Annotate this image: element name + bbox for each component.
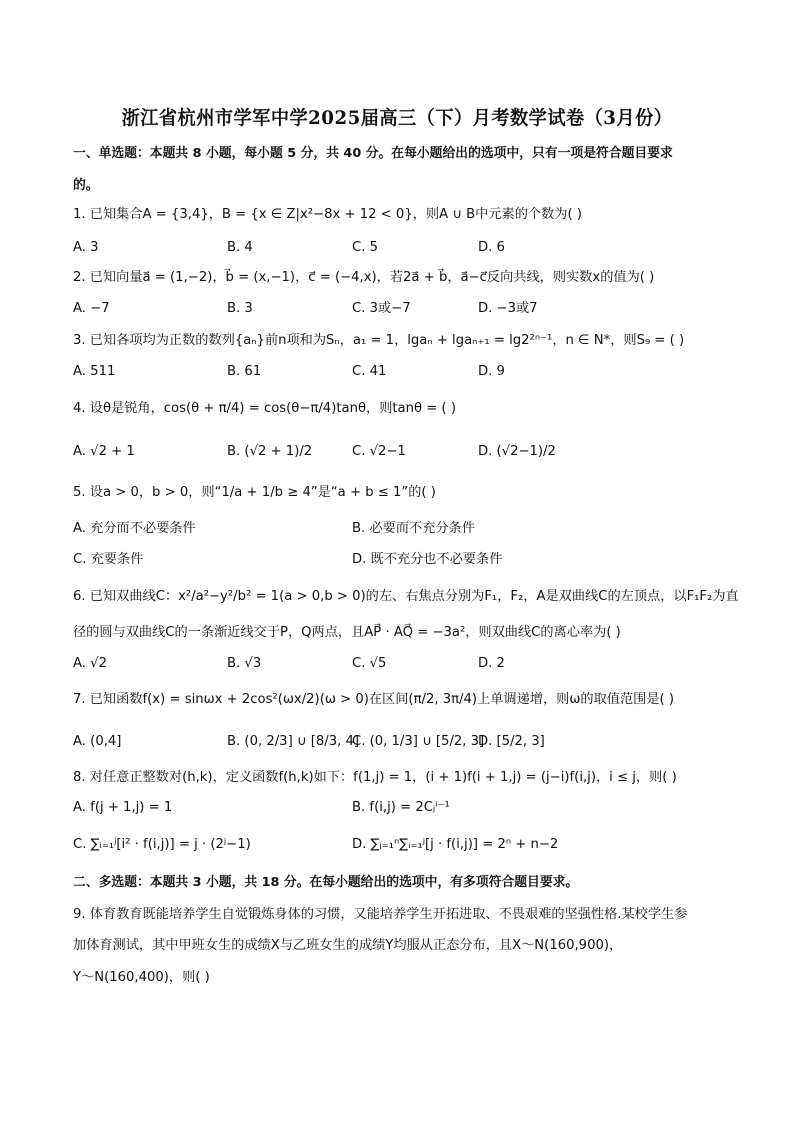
q7-option-a: A. (0,4] [73,734,122,749]
q2-option-b: B. 3 [227,301,253,316]
section1-heading-cont: 的。 [73,178,99,193]
q7-option-d: D. [5/2, 3] [478,734,545,749]
q4-option-c: C. √2−1 [352,444,406,459]
q7-option-c: C. (0, 1/3] ∪ [5/2, 3] [352,734,485,749]
q3-option-a: A. 511 [73,364,116,379]
q3-stem: 3. 已知各项均为正数的数列{aₙ}前n项和为Sₙ，a₁ = 1，lgaₙ + lgaₙ₊₁ = lg2²ⁿ⁻¹，n ∈ N*，则S₉ = ( ) [73,333,685,348]
q6-option-b: B. √3 [227,656,262,671]
q6-option-a: A. √2 [73,656,107,671]
q5-option-a: A. 充分而不必要条件 [73,521,196,536]
q9-stem-line1: 9. 体育教育既能培养学生自觉锻炼身体的习惯，又能培养学生开拓进取、不畏艰难的坚强性格.某校学生参 [73,907,688,922]
q7-option-b: B. (0, 2/3] ∪ [8/3, 4] [227,734,360,749]
q9-stem-line3: Y～N(160,400)，则( ) [73,970,210,985]
q8-stem: 8. 对任意正整数对(h,k)，定义函数f(h,k)如下：f(1,j) = 1，(i + 1)f(i + 1,j) = (j−i)f(i,j)，i ≤ j，则( ) [73,770,677,785]
q6-option-c: C. √5 [352,656,387,671]
q2-option-a: A. −7 [73,301,110,316]
q1-option-b: B. 4 [227,240,253,255]
q9-stem-line2: 加体育测试，其中甲班女生的成绩X与乙班女生的成绩Y均服从正态分布，且X～N(160,900)， [73,938,623,953]
q5-stem: 5. 设a > 0，b > 0，则“1/a + 1/b ≥ 4”是“a + b ≤ 1”的( ) [73,485,436,500]
q6-option-d: D. 2 [478,656,505,671]
q8-option-a: A. f(j + 1,j) = 1 [73,800,173,815]
q2-stem: 2. 已知向量a⃗ = (1,−2)，b⃗ = (x,−1)，c⃗ = (−4,x)，若2a⃗ + b⃗，a⃗−c⃗反向共线，则实数x的值为( ) [73,270,655,285]
q3-option-c: C. 41 [352,364,387,379]
q8-option-c: C. ∑ᵢ₌₁ʲ[i² · f(i,j)] = j · (2ʲ−1) [73,837,251,852]
q8-option-d: D. ∑ⱼ₌₁ⁿ∑ᵢ₌₁ʲ[j · f(i,j)] = 2ⁿ + n−2 [352,837,559,852]
q7-stem: 7. 已知函数f(x) = sinωx + 2cos²(ωx/2)(ω > 0)在区间(π/2, 3π/4)上单调递增，则ω的取值范围是( ) [73,692,674,707]
page-title: 浙江省杭州市学军中学2025届高三（下）月考数学试卷（3月份） [121,107,673,129]
q3-option-d: D. 9 [478,364,505,379]
q1-option-a: A. 3 [73,240,99,255]
q1-option-d: D. 6 [478,240,505,255]
q8-option-b: B. f(i,j) = 2Cⱼⁱ⁻¹ [352,800,450,815]
q4-option-a: A. √2 + 1 [73,444,135,459]
q6-stem-line1: 6. 已知双曲线C：x²/a²−y²/b² = 1(a > 0,b > 0)的左、右焦点分别为F₁，F₂，A是双曲线C的左顶点，以F₁F₂为直 [73,589,739,604]
q5-option-c: C. 充要条件 [73,552,144,567]
q2-option-d: D. −3或7 [478,301,538,316]
q4-option-b: B. (√2 + 1)/2 [227,444,313,459]
q1-stem: 1. 已知集合A = {3,4}，B = {x ∈ Z|x²−8x + 12 < 0}，则A ∪ B中元素的个数为( ) [73,207,582,222]
q5-option-b: B. 必要而不充分条件 [352,521,475,536]
q3-option-b: B. 61 [227,364,262,379]
q5-option-d: D. 既不充分也不必要条件 [352,552,503,567]
q4-stem: 4. 设θ是锐角，cos(θ + π/4) = cos(θ−π/4)tanθ，则tanθ = ( ) [73,401,456,416]
q6-stem-line2: 径的圆与双曲线C的一条渐近线交于P，Q两点，且AP⃗ · AQ⃗ = −3a²，则双曲线C的离心率为( ) [73,625,621,640]
q1-option-c: C. 5 [352,240,378,255]
section1-heading: 一、单选题：本题共 8 小题，每小题 5 分，共 40 分。在每小题给出的选项中，只有一项是符合题目要求 [73,146,673,161]
q2-option-c: C. 3或−7 [352,301,411,316]
section2-heading: 二、多选题：本题共 3 小题，共 18 分。在每小题给出的选项中，有多项符合题目要求。 [73,875,579,890]
q4-option-d: D. (√2−1)/2 [478,444,556,459]
